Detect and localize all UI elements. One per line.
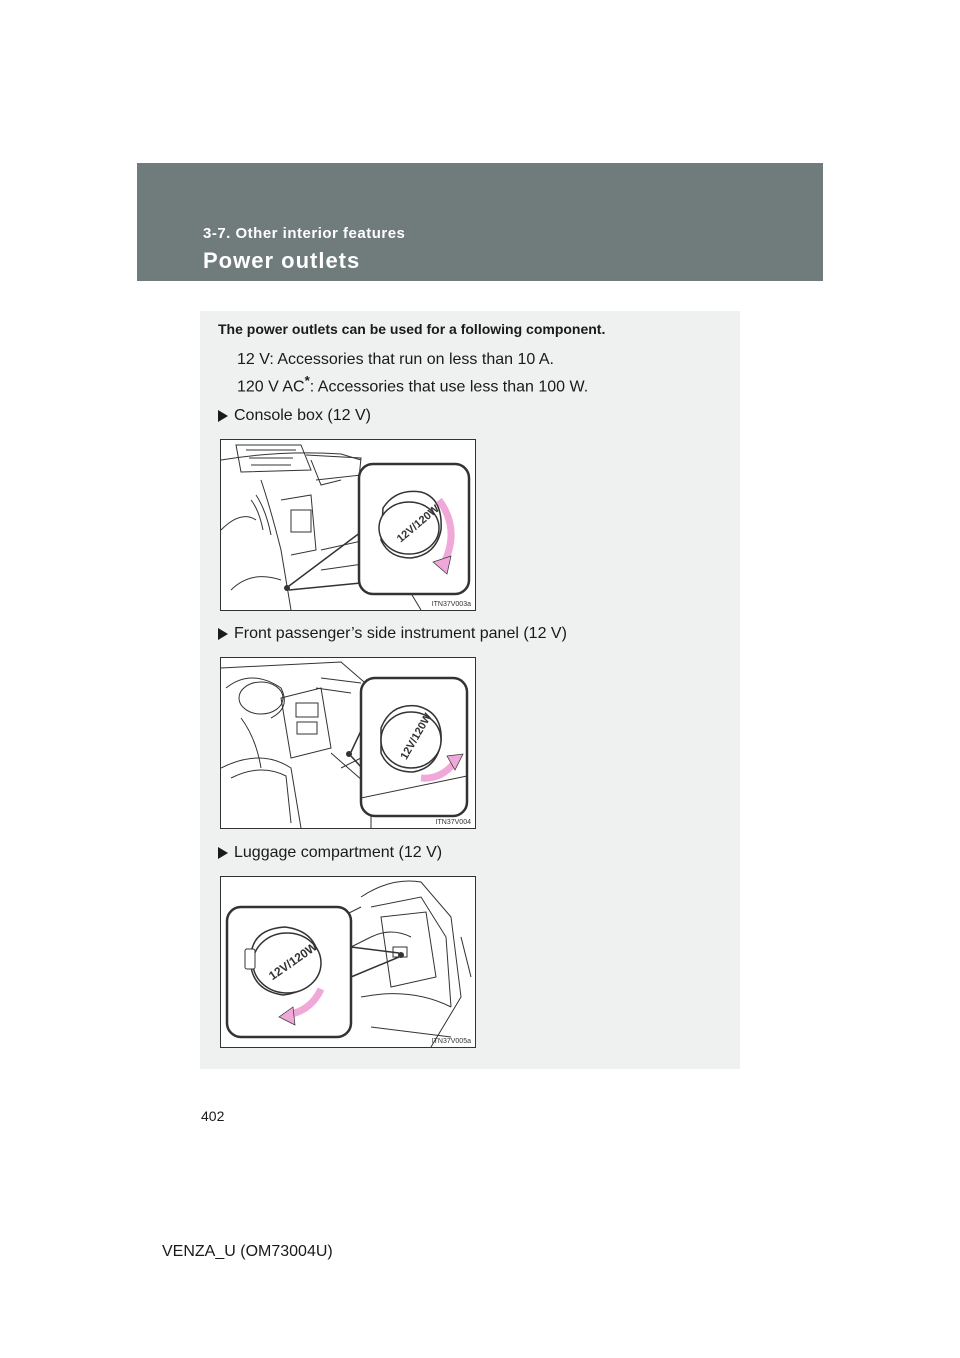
spec-line-120v <box>237 373 588 396</box>
figure-console-box <box>220 439 476 611</box>
bullet-label: Console box (12 V) <box>234 407 371 424</box>
figure-instrument-panel <box>220 657 476 829</box>
spec-suffix: : Accessories that use less than 100 W. <box>309 378 589 396</box>
content-panel <box>200 311 740 1069</box>
document-footer: VENZA_U (OM73004U) <box>162 1243 333 1260</box>
chapter-header <box>137 163 823 281</box>
page-title: Power outlets <box>203 248 361 273</box>
svg-text:12V/120W: 12V/120W <box>398 711 435 762</box>
footnote-mark: * <box>304 373 310 388</box>
svg-text:12V/120W: 12V/120W <box>394 502 442 546</box>
bullet-luggage-compartment <box>218 844 442 862</box>
bullet-console-box <box>218 407 371 425</box>
bullet-triangle-icon <box>218 847 228 859</box>
bullet-instrument-panel <box>218 625 567 643</box>
figure-caption: ITN37V004 <box>435 819 471 826</box>
figure-caption: ITN37V005a <box>431 1038 471 1045</box>
bullet-label: Luggage compartment (12 V) <box>234 844 443 861</box>
spec-line-12v: 12 V: Accessories that run on less than 10 A. <box>237 351 554 368</box>
figure-luggage-compartment <box>220 876 476 1048</box>
figure-caption: ITN37V003a <box>431 601 471 608</box>
section-label: 3-7. Other interior features <box>203 225 406 242</box>
bullet-label: Front passenger’s side instrument panel (12 V) <box>234 625 567 642</box>
intro-text: The power outlets can be used for a following component. <box>218 321 606 337</box>
page-number: 402 <box>201 1108 225 1124</box>
bullet-triangle-icon <box>218 628 228 640</box>
bullet-triangle-icon <box>218 410 228 422</box>
spec-prefix: 120 V AC <box>237 378 305 396</box>
svg-text:12V/120W: 12V/120W <box>266 939 321 983</box>
